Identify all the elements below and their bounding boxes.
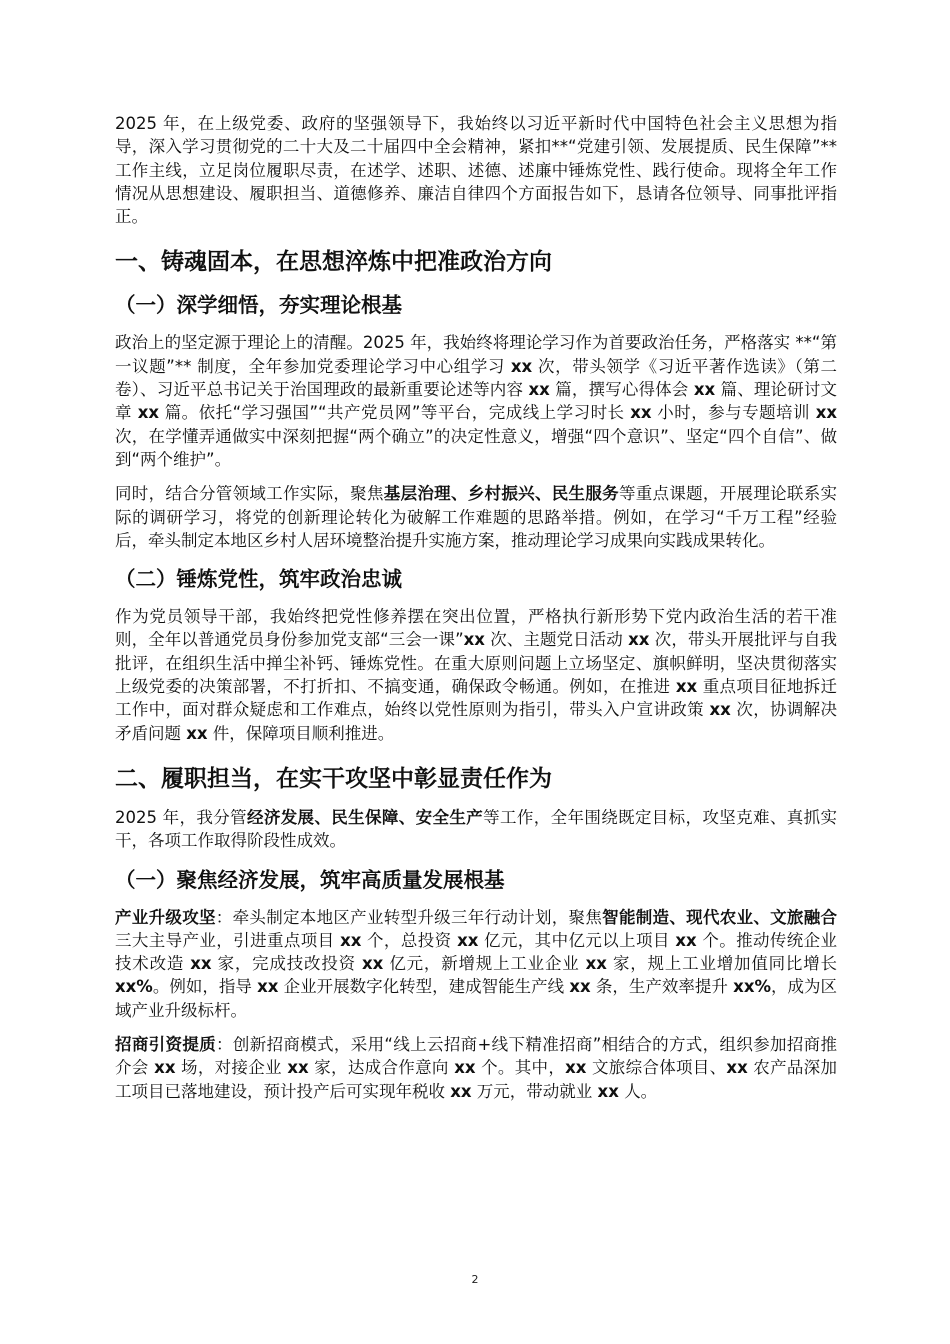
section-1-sub-2-paragraph-1: 作为党员领导干部，我始终把党性修养摆在突出位置，严格执行新形势下党内政治生活的若干准则，全年以普通党员身份参加党支部“三会一课”xx 次、主题党日活动 xx 次，带头开展批评与自我批评，在组织生活中掸尘补钙、锤炼党性。在重大原则问题上立场坚定、旗帜鲜明，坚决贯彻落实上级党委的决策部署，不打折扣、不搞变通，确保政令畅通。例如，在推进 xx 重点项目征地拆迁工作中，面对群众疑虑和工作难点，始终以党性原则为指引，带头入户宣讲政策 xx 次，协调解决矛盾问题 xx 件，保障项目顺利推进。 (115, 607, 837, 743)
document-page (115, 112, 837, 1114)
section-2-sub-1-paragraph-2: 招商引资提质：创新招商模式，采用“线上云招商+线下精准招商”相结合的方式，组织参加招商推介会 xx 场，对接企业 xx 家，达成合作意向 xx 个。其中，xx 文旅综合体项目、xx 农产品深加工项目已落地建设，预计投产后可实现年税收 xx 万元，带动就业 xx 人。 (115, 1035, 838, 1101)
section-1-heading: 一、铸魂固本，在思想淬炼中把准政治方向 (115, 249, 552, 276)
section-1-sub-2-heading: （二）锤炼党性，筑牢政治忠诚 (115, 567, 402, 592)
section-1-sub-1-paragraph-1: 政治上的坚定源于理论上的清醒。2025 年，我始终将理论学习作为首要政治任务，严格落实 **“第一议题”** 制度，全年参加党委理论学习中心组学习 xx 次，带头领学《习近平著作选读》（第二卷）、习近平总书记关于治国理政的最新重要论述等内容 xx 篇，撰写心得体会 xx 篇、理论研讨文章 xx 篇。依托“学习强国”“共产党员网”等平台，完成线上学习时长 xx 小时，参与专题培训 xx 次，在学懂弄通做实中深刻把握“两个确立”的决定性意义，增强“四个意识”、坚定“四个自信”、做到“两个维护”。 (115, 333, 838, 469)
intro-paragraph: 2025 年，在上级党委、政府的坚强领导下，我始终以习近平新时代中国特色社会主义思想为指导，深入学习贯彻党的二十大及二十届四中全会精神，紧扣**“党建引领、发展提质、民生保障”** 工作主线，立足岗位履职尽责，在述学、述职、述德、述廉中锤炼党性、践行使命。现将全年工作情况从思想建设、履职担当、道德修养、廉洁自律四个方面报告如下，恳请各位领导、同事批评指正。 (115, 114, 837, 227)
section-2-sub-1-heading: （一）聚焦经济发展，筑牢高质量发展根基 (115, 867, 505, 892)
section-1-sub-1-heading: （一）深学细悟，夯实理论根基 (115, 293, 402, 318)
section-1-sub-1-paragraph-2: 同时，结合分管领域工作实际，聚焦基层治理、乡村振兴、民生服务等重点课题，开展理论联系实际的调研学习，将党的创新理论转化为破解工作难题的思路举措。例如，在学习“千万工程”经验后，牵头制定本地区乡村人居环境整治提升实施方案，推动理论学习成果向实践成果转化。 (115, 484, 838, 550)
section-2-heading: 二、履职担当，在实干攻坚中彰显责任作为 (115, 765, 552, 792)
page-number: 2 (471, 1273, 479, 1286)
section-2-sub-1-paragraph-1: 产业升级攻坚：牵头制定本地区产业转型升级三年行动计划，聚焦智能制造、现代农业、文旅融合三大主导产业，引进重点项目 xx 个，总投资 xx 亿元，其中亿元以上项目 xx 个。推动传统企业技术改造 xx 家，完成技改投资 xx 亿元，新增规上工业企业 xx 家，规上工业增加值同比增长 xx%。例如，指导 xx 企业开展数字化转型，建成智能生产线 xx 条，生产效率提升 xx%，成为区域产业升级标杆。 (115, 907, 838, 1020)
section-2-paragraph-1: 2025 年，我分管经济发展、民生保障、安全生产等工作，全年围绕既定目标，攻坚克难、真抓实干，各项工作取得阶段性成效。 (115, 807, 838, 851)
